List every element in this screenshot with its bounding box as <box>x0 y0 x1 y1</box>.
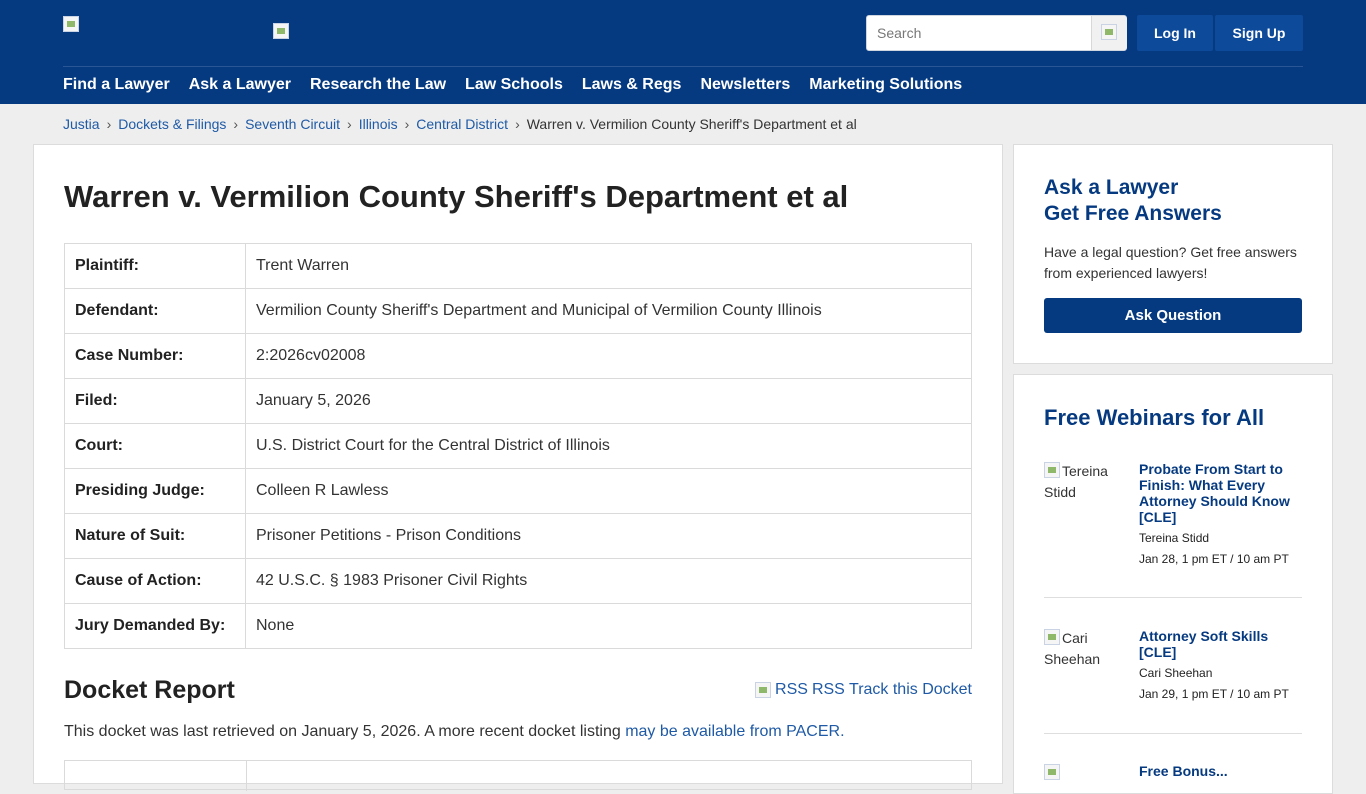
field-label: Filed: <box>65 379 246 424</box>
field-label: Defendant: <box>65 289 246 334</box>
webinar-date: Jan 29, 1 pm ET / 10 am PT <box>1139 687 1289 701</box>
case-info-table <box>64 243 972 649</box>
page-title: Warren v. Vermilion County Sheriff's Department et al <box>64 179 849 214</box>
breadcrumb <box>63 116 857 132</box>
field-value: 2:2026cv02008 <box>246 334 972 379</box>
rss-alt-text: RSS <box>775 681 808 698</box>
webinar-item[interactable] <box>1044 461 1302 571</box>
presenter-photo <box>1044 628 1124 670</box>
table-row <box>65 424 972 469</box>
webinar-info <box>1139 763 1302 779</box>
search-button[interactable] <box>1091 16 1127 50</box>
table-row <box>65 244 972 289</box>
table-row <box>65 469 972 514</box>
breadcrumb-separator: › <box>347 116 352 132</box>
table-row <box>65 514 972 559</box>
image-icon <box>1044 764 1060 780</box>
rss-icon <box>755 682 771 698</box>
field-value: Prisoner Petitions - Prison Conditions <box>246 514 972 559</box>
case-card <box>33 144 1003 784</box>
nav-ask-a-lawyer[interactable]: Ask a Lawyer <box>188 76 291 93</box>
ask-lawyer-text: Have a legal question? Get free answers from experienced lawyers! <box>1044 244 1297 281</box>
nav-marketing-solutions[interactable]: Marketing Solutions <box>809 76 963 93</box>
field-label: Case Number: <box>65 334 246 379</box>
ask-title-line1: Ask a Lawyer <box>1044 176 1179 199</box>
webinars-card <box>1013 374 1333 794</box>
main-nav <box>63 76 962 94</box>
table-row <box>65 289 972 334</box>
nav-research-the-law[interactable]: Research the Law <box>309 76 447 93</box>
docket-table <box>64 760 972 790</box>
table-row <box>65 604 972 649</box>
presenter-photo <box>1044 461 1124 503</box>
webinar-name[interactable]: Probate From Start to Finish: What Every Attorney Should Know [CLE] <box>1139 461 1290 525</box>
pacer-link[interactable]: may be available from PACER. <box>625 723 845 740</box>
breadcrumb-dockets[interactable]: Dockets & Filings <box>118 116 227 132</box>
webinar-presenter: Cari Sheehan <box>1139 666 1213 680</box>
webinar-name[interactable]: Free Bonus... <box>1139 763 1228 779</box>
ask-question-button[interactable]: Ask Question <box>1044 298 1302 333</box>
webinar-date: Jan 28, 1 pm ET / 10 am PT <box>1139 552 1289 566</box>
docket-report-heading: Docket Report <box>64 676 235 704</box>
breadcrumb-separator: › <box>515 116 520 132</box>
nav-law-schools[interactable]: Law Schools <box>465 76 563 93</box>
webinar-divider <box>1044 597 1302 598</box>
nav-divider <box>63 66 1303 67</box>
webinar-info <box>1139 628 1302 701</box>
table-row <box>65 334 972 379</box>
nav-laws-regs[interactable]: Laws & Regs <box>581 76 682 93</box>
breadcrumb-separator: › <box>233 116 239 132</box>
dockets-logo-icon[interactable] <box>273 23 289 39</box>
field-label: Jury Demanded By: <box>65 604 246 649</box>
field-label: Court: <box>65 424 246 469</box>
nav-find-a-lawyer[interactable]: Find a Lawyer <box>63 76 170 93</box>
webinar-divider <box>1044 733 1302 734</box>
field-label: Plaintiff: <box>65 244 246 289</box>
webinar-item[interactable] <box>1044 763 1302 793</box>
retrieved-text: This docket was last retrieved on January 5, 2026. A more recent docket listing <box>64 723 626 740</box>
breadcrumb-separator: › <box>404 116 410 132</box>
ask-title-line2: Get Free Answers <box>1044 202 1222 225</box>
webinar-name[interactable]: Attorney Soft Skills [CLE] <box>1139 628 1269 660</box>
breadcrumb-seventh-circuit[interactable]: Seventh Circuit <box>245 116 341 132</box>
table-row <box>65 379 972 424</box>
image-icon <box>1044 462 1060 478</box>
photo-alt: Cari Sheehan <box>1044 630 1101 667</box>
photo-alt: Tereina Stidd <box>1044 463 1108 500</box>
field-value: Colleen R Lawless <box>246 469 972 514</box>
field-value: U.S. District Court for the Central District of Illinois <box>246 424 972 469</box>
rss-link-label: RSS Track this Docket <box>811 681 972 698</box>
field-label: Cause of Action: <box>65 559 246 604</box>
search-input[interactable] <box>867 16 1091 50</box>
breadcrumb-separator: › <box>106 116 112 132</box>
field-value: January 5, 2026 <box>246 379 972 424</box>
signup-button[interactable]: Sign Up <box>1215 15 1303 51</box>
breadcrumb-justia[interactable]: Justia <box>63 116 100 132</box>
rss-track-link[interactable] <box>755 681 972 699</box>
ask-lawyer-title <box>1044 175 1222 227</box>
table-row <box>65 559 972 604</box>
retrieved-note <box>64 723 845 741</box>
justia-logo-icon[interactable] <box>63 16 79 32</box>
image-icon <box>1044 629 1060 645</box>
field-label: Nature of Suit: <box>65 514 246 559</box>
field-value: 42 U.S.C. § 1983 Prisoner Civil Rights <box>246 559 972 604</box>
search-icon <box>1101 24 1117 40</box>
login-button[interactable]: Log In <box>1137 15 1213 51</box>
field-label: Presiding Judge: <box>65 469 246 514</box>
breadcrumb-current: Warren v. Vermilion County Sheriff's Department et al <box>526 116 857 132</box>
field-value: None <box>246 604 972 649</box>
field-value: Vermilion County Sheriff's Department and Municipal of Vermilion County Illinois <box>246 289 972 334</box>
presenter-photo <box>1044 763 1124 784</box>
ask-lawyer-card <box>1013 144 1333 364</box>
search-box <box>866 15 1127 51</box>
site-header <box>0 0 1366 104</box>
webinar-presenter: Tereina Stidd <box>1139 531 1210 545</box>
webinars-title: Free Webinars for All <box>1044 405 1265 430</box>
breadcrumb-central-district[interactable]: Central District <box>416 116 509 132</box>
breadcrumb-illinois[interactable]: Illinois <box>358 116 398 132</box>
webinar-info <box>1139 461 1302 566</box>
webinar-item[interactable] <box>1044 628 1302 708</box>
nav-newsletters[interactable]: Newsletters <box>700 76 791 93</box>
field-value: Trent Warren <box>246 244 972 289</box>
